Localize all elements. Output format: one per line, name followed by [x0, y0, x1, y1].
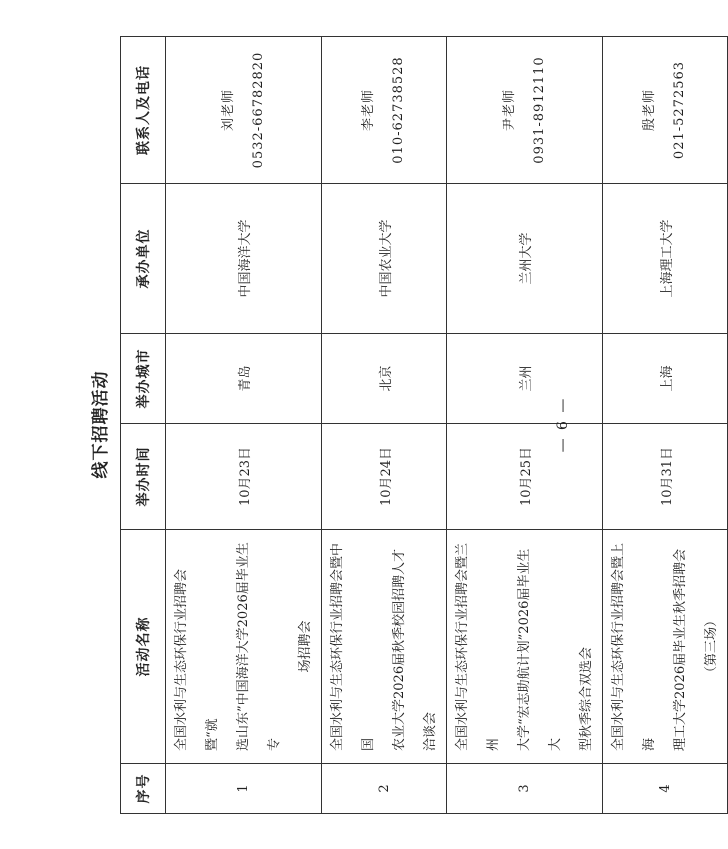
cell-org: 兰州大学 — [447, 184, 603, 334]
cell-org: 中国海洋大学 — [166, 184, 322, 334]
page-title: 线下招聘活动 — [91, 370, 111, 479]
table-row — [447, 37, 603, 814]
cell-name: 全国水利与生态环保行业招聘会暨中国 农业大学2026届秋季校园招聘人才洽谈会 — [322, 530, 447, 764]
cell-no: 1 — [166, 764, 322, 814]
table-row — [166, 37, 322, 814]
cell-no: 3 — [447, 764, 603, 814]
cell-city: 青岛 — [166, 334, 322, 424]
cell-org: 中国农业大学 — [322, 184, 447, 334]
table-row — [322, 37, 447, 814]
table-header-row — [121, 37, 166, 814]
cell-date: 10月24日 — [322, 424, 447, 530]
cell-city: 兰州 — [447, 334, 603, 424]
page-number: — 6 — — [555, 396, 571, 453]
recruitment-table — [120, 36, 728, 814]
cell-org: 上海理工大学 — [603, 184, 728, 334]
cell-name: 全国水利与生态环保行业招聘会暨“就 选山东”中国海洋大学2026届毕业生专 场招聘会 — [166, 530, 322, 764]
cell-no: 2 — [322, 764, 447, 814]
cell-contact: 李老师 010-62738528 — [322, 37, 447, 184]
cell-city: 上海 — [603, 334, 728, 424]
cell-date: 10月25日 — [447, 424, 603, 530]
cell-date: 10月23日 — [166, 424, 322, 530]
header-contact: 联系人及电话 — [121, 37, 166, 184]
cell-contact: 刘老师 0532-66782820 — [166, 37, 322, 184]
cell-name: 全国水利与生态环保行业招聘会暨兰州 大学“宏志助航计划”2026届毕业生大 型秋季综合双选会 — [447, 530, 603, 764]
cell-no: 4 — [603, 764, 728, 814]
cell-contact: 殷老师 021-5272563 — [603, 37, 728, 184]
cell-contact: 尹老师 0931-8912110 — [447, 37, 603, 184]
cell-name: 全国水利与生态环保行业招聘会暨上海 理工大学2026届毕业生秋季招聘会 （第三场） — [603, 530, 728, 764]
cell-date: 10月31日 — [603, 424, 728, 530]
header-name: 活动名称 — [121, 530, 166, 764]
header-date: 举办时间 — [121, 424, 166, 530]
header-org: 承办单位 — [121, 184, 166, 334]
table-row — [603, 37, 728, 814]
header-no: 序号 — [121, 764, 166, 814]
header-city: 举办城市 — [121, 334, 166, 424]
cell-city: 北京 — [322, 334, 447, 424]
